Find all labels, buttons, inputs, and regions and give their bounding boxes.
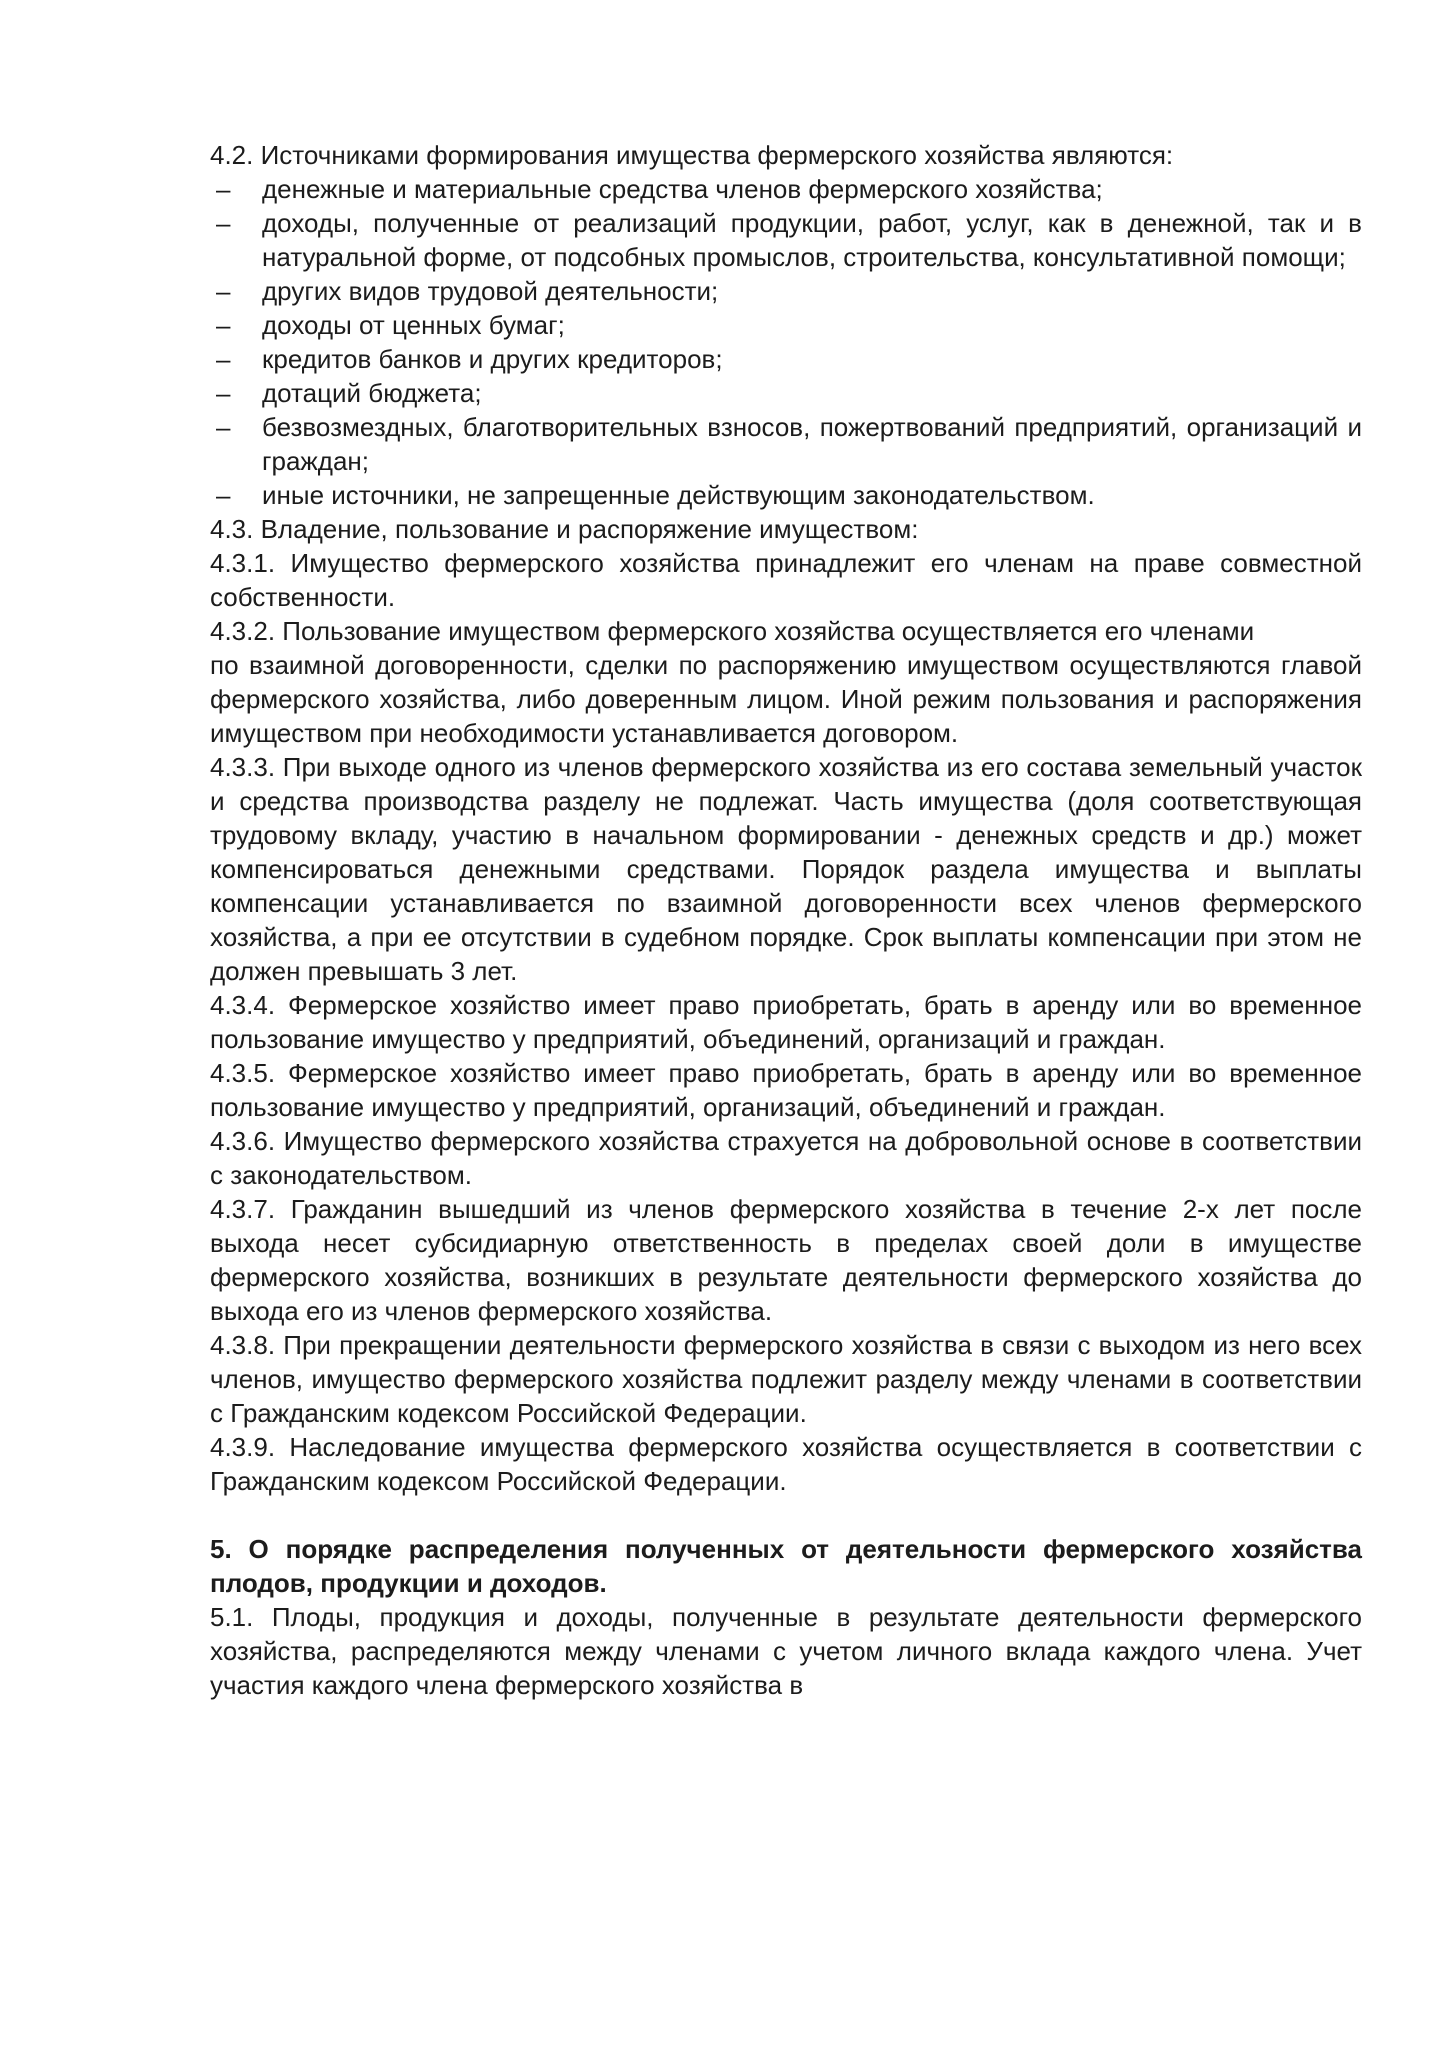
paragraph-4-3-2-first: 4.3.2. Пользование имуществом фермерского хозяйства осуществляется его членами: [210, 616, 1255, 646]
list-item-text: безвозмездных, благотворительных взносов, пожертвований предприятий, организаций и граждан;: [262, 412, 1362, 476]
paragraph-4-3-7: 4.3.7. Гражданин вышедший из членов фермерского хозяйства в течение 2-х лет после выхода несет субсидиарную ответственность в пределах своей доли в имуществе фермерского хозяйства, возникших в результате деятельности фермерского хозяйства до выхода его из членов фермерского хозяйства.: [210, 1194, 1362, 1326]
list-item-text: доходы от ценных бумаг;: [262, 310, 565, 340]
paragraph-4-3-6: 4.3.6. Имущество фермерского хозяйства страхуется на добровольной основе в соответствии с законодательством.: [210, 1126, 1362, 1190]
paragraph-5-1: 5.1. Плоды, продукция и доходы, полученные в результате деятельности фермерского хозяйства, распределяются между членами с учетом личного вклада каждого члена. Учет участия каждого члена фермерского хозяйства в: [210, 1602, 1362, 1700]
dash-bullet: –: [216, 276, 231, 306]
paragraph-4-3-5: 4.3.5. Фермерское хозяйство имеет право приобретать, брать в аренду или во временное пользование имущество у предприятий, организаций, объединений и граждан.: [210, 1058, 1362, 1122]
list-item-text: денежные и материальные средства членов фермерского хозяйства;: [262, 174, 1103, 204]
list-item: [210, 410, 1362, 478]
dash-bullet: –: [216, 412, 231, 442]
list-item: [210, 308, 1362, 342]
dash-bullet: –: [216, 378, 231, 408]
paragraph-4-3-2-continued: по взаимной договоренности, сделки по распоряжению имуществом осуществляются главой фермерского хозяйства, либо доверенным лицом. Иной режим пользования и распоряжения имуществом при необходимости устанавливается договором.: [210, 650, 1362, 748]
list-item: [210, 478, 1362, 512]
dash-bullet: –: [216, 310, 231, 340]
sources-list: [210, 172, 1362, 512]
paragraph-4-3-8: 4.3.8. При прекращении деятельности фермерского хозяйства в связи с выходом из него всех членов, имущество фермерского хозяйства подлежит разделу между членами в соответствии с Гражданским кодексом Российской Федерации.: [210, 1330, 1362, 1428]
dash-bullet: –: [216, 208, 231, 238]
paragraph-4-3-4: 4.3.4. Фермерское хозяйство имеет право приобретать, брать в аренду или во временное пользование имущество у предприятий, объединений, организаций и граждан.: [210, 990, 1362, 1054]
dash-bullet: –: [216, 174, 231, 204]
list-item-text: дотаций бюджета;: [262, 378, 482, 408]
list-item-text: других видов трудовой деятельности;: [262, 276, 719, 306]
paragraph-4-3: 4.3. Владение, пользование и распоряжение имуществом:: [210, 514, 919, 544]
list-item: [210, 274, 1362, 308]
paragraph-4-3-9: 4.3.9. Наследование имущества фермерского хозяйства осуществляется в соответствии с Гражданским кодексом Российской Федерации.: [210, 1432, 1362, 1496]
paragraph-4-2: 4.2. Источниками формирования имущества фермерского хозяйства являются:: [210, 140, 1174, 170]
list-item: [210, 172, 1362, 206]
document-page: [210, 138, 1362, 1702]
paragraph-4-3-1: 4.3.1. Имущество фермерского хозяйства принадлежит его членам на праве совместной собственности.: [210, 548, 1362, 612]
list-item: [210, 342, 1362, 376]
list-item-text: иные источники, не запрещенные действующим законодательством.: [262, 480, 1095, 510]
list-item-text: доходы, полученные от реализаций продукции, работ, услуг, как в денежной, так и в натуральной форме, от подсобных промыслов, строительства, консультативной помощи;: [262, 208, 1362, 272]
list-item-text: кредитов банков и других кредиторов;: [262, 344, 723, 374]
section-spacer: [210, 1498, 1362, 1532]
list-item: [210, 376, 1362, 410]
dash-bullet: –: [216, 344, 231, 374]
section-5-heading: 5. О порядке распределения полученных от деятельности фермерского хозяйства плодов, продукции и доходов.: [210, 1534, 1362, 1598]
dash-bullet: –: [216, 480, 231, 510]
list-item: [210, 206, 1362, 274]
paragraph-4-3-3: 4.3.3. При выходе одного из членов фермерского хозяйства из его состава земельный участок и средства производства разделу не подлежат. Часть имущества (доля соответствующая трудовому вкладу, участию в начальном формировании - денежных средств и др.) может компенсироваться денежными средствами. Порядок раздела имущества и выплаты компенсации устанавливается по взаимной договоренности всех членов фермерского хозяйства, а при ее отсутствии в судебном порядке. Срок выплаты компенсации при этом не должен превышать 3 лет.: [210, 752, 1362, 986]
